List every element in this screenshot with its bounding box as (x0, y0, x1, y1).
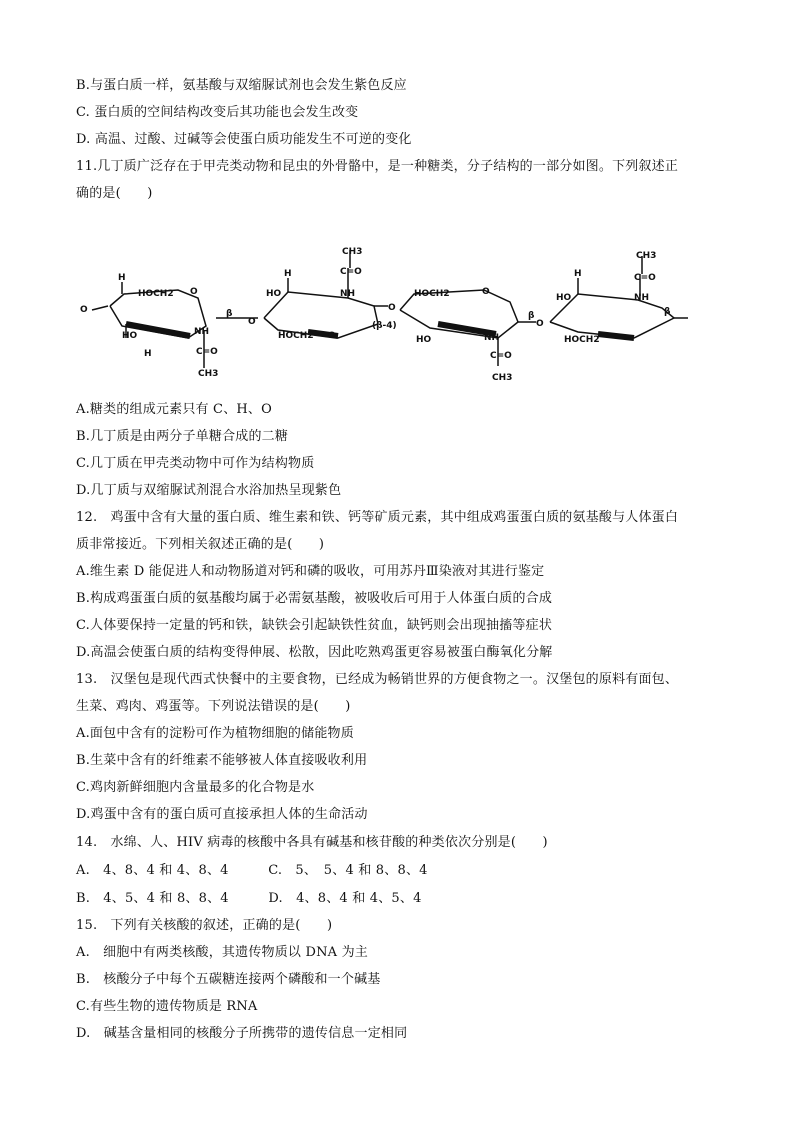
q13-stem-line-1: 13. 汉堡包是现代西式快餐中的主要食物，已经成为畅销世界的方便食物之一。汉堡包的原料有面包、 (76, 672, 679, 687)
q13-option-b: B.生菜中含有的纤维素不能够被人体直接吸收利用 (76, 753, 368, 768)
q12-option-a: A.维生素 D 能促进人和动物肠道对钙和磷的吸收，可用苏丹Ⅲ染液对其进行鉴定 (76, 564, 545, 579)
q13-stem-line-2: 生菜、鸡肉、鸡蛋等。下列说法错误的是( ) (76, 699, 351, 714)
ring3-hoch2-label: HOCH2 (414, 289, 450, 299)
ring2-nh-label: NH (340, 289, 356, 299)
q12-option-b: B.构成鸡蛋蛋白质的氨基酸均属于必需氨基酸，被吸收后可用于人体蛋白质的合成 (76, 591, 553, 606)
ring1-left-o-label: O (80, 305, 88, 315)
q12-stem-line-1: 12. 鸡蛋中含有大量的蛋白质、维生素和铁、钙等矿质元素，其中组成鸡蛋蛋白质的氨基酸与人体蛋白 (76, 510, 679, 525)
ring1-beta-label: β (226, 309, 233, 319)
ring4-nh-label: NH (634, 293, 650, 303)
ring3-ceo-label: C=O (490, 351, 512, 361)
ring4-hoch2-label: HOCH2 (564, 335, 600, 345)
q10-option-b: B.与蛋白质一样，氨基酸与双缩脲试剂也会发生紫色反应 (76, 78, 407, 93)
sugar-ring-3 (400, 290, 536, 366)
ring1-ho-label: HO (122, 331, 138, 341)
q15-stem: 15. 下列有关核酸的叙述，正确的是( ) (76, 918, 333, 933)
beta4-label: (β-4) (372, 321, 397, 331)
ring2-o-label: O (328, 331, 336, 341)
q11-option-b: B.几丁质是由两分子单糖合成的二糖 (76, 429, 289, 444)
q15-option-c: C.有些生物的遗传物质是 RNA (76, 999, 258, 1014)
q11-option-c: C.几丁质在甲壳类动物中可作为结构物质 (76, 456, 315, 471)
ring4-ceo-label: C=O (634, 273, 656, 283)
q13-option-c: C.鸡肉新鲜细胞内含量最多的化合物是水 (76, 780, 315, 795)
ring2-ch3-label: CH3 (342, 247, 363, 257)
q12-option-d: D.高温会使蛋白质的结构变得伸展、松散，因此吃熟鸡蛋更容易被蛋白酶氧化分解 (76, 645, 553, 660)
ring1-ceo-label: C=O (196, 347, 218, 357)
q14-stem: 14. 水绵、人、HIV 病毒的核酸中各具有碱基和核苷酸的种类依次分别是( ) (76, 835, 548, 850)
ring2-hoch2-label: HOCH2 (278, 331, 314, 341)
ring4-ch3-label: CH3 (636, 251, 657, 261)
ring1-hoch2-label: HOCH2 (138, 289, 174, 299)
q15-option-d: D. 碱基含量相同的核酸分子所携带的遗传信息一定相同 (76, 1026, 408, 1041)
ring4-beta-label: β (664, 307, 671, 317)
q12-option-c: C.人体要保持一定量的钙和铁，缺铁会引起缺铁性贫血，缺钙则会出现抽搐等症状 (76, 618, 553, 633)
q14-options-row-2: B. 4、5、4 和 8、8、4 D. 4、8、4 和 4、5、4 (76, 891, 422, 906)
q13-option-d: D.鸡蛋中含有的蛋白质可直接承担人体的生命活动 (76, 807, 368, 822)
ring1-h-top-label: H (118, 273, 126, 283)
q13-option-a: A.面包中含有的淀粉可作为植物细胞的储能物质 (76, 726, 354, 741)
q11-option-d: D.几丁质与双缩脲试剂混合水浴加热呈现紫色 (76, 483, 342, 498)
ring3-beta-label: β (528, 311, 535, 321)
q11-option-a: A.糖类的组成元素只有 C、H、O (76, 402, 272, 417)
chitin-structure-svg (78, 238, 690, 388)
ring3-ho-label: HO (416, 335, 432, 345)
q11-stem-line-2: 确的是( ) (76, 186, 153, 201)
ring1-h-bottom-label: H (144, 349, 152, 359)
link2-o-label: O (388, 303, 396, 313)
sugar-ring-2 (264, 250, 388, 338)
q15-option-b: B. 核酸分子中每个五碳糖连接两个磷酸和一个碱基 (76, 972, 381, 987)
q12-stem-line-2: 质非常接近。下列相关叙述正确的是( ) (76, 537, 325, 552)
ring3-ch3-label: CH3 (492, 373, 513, 383)
link1-o-label: O (248, 317, 256, 327)
ring4-ho-label: HO (556, 293, 572, 303)
ring3-o-label: O (482, 287, 490, 297)
q14-options-row-1: A. 4、8、4 和 4、8、4 C. 5、 5、4 和 8、8、4 (76, 863, 428, 878)
ring1-ch3-label: CH3 (198, 369, 219, 379)
link3-o-label: O (536, 319, 544, 329)
chitin-structure-figure (78, 238, 690, 388)
q11-stem-line-1: 11.几丁质广泛存在于甲壳类动物和昆虫的外骨骼中，是一种糖类，分子结构的一部分如图。下列叙述正 (76, 159, 679, 174)
ring1-nh-label: NH (194, 327, 210, 337)
ring4-h-label: H (574, 269, 582, 279)
sugar-ring-1 (92, 282, 258, 368)
q10-option-d: D. 高温、过酸、过碱等会使蛋白质功能发生不可逆的变化 (76, 132, 412, 147)
q15-option-a: A. 细胞中有两类核酸，其遗传物质以 DNA 为主 (76, 945, 368, 960)
ring2-ho-label: HO (266, 289, 282, 299)
q10-option-c: C. 蛋白质的空间结构改变后其功能也会发生改变 (76, 105, 359, 120)
ring3-nh-label: NH (484, 333, 500, 343)
ring2-h-label: H (284, 269, 292, 279)
ring1-o-label: O (190, 287, 198, 297)
ring2-ceo-label: C=O (340, 267, 362, 277)
